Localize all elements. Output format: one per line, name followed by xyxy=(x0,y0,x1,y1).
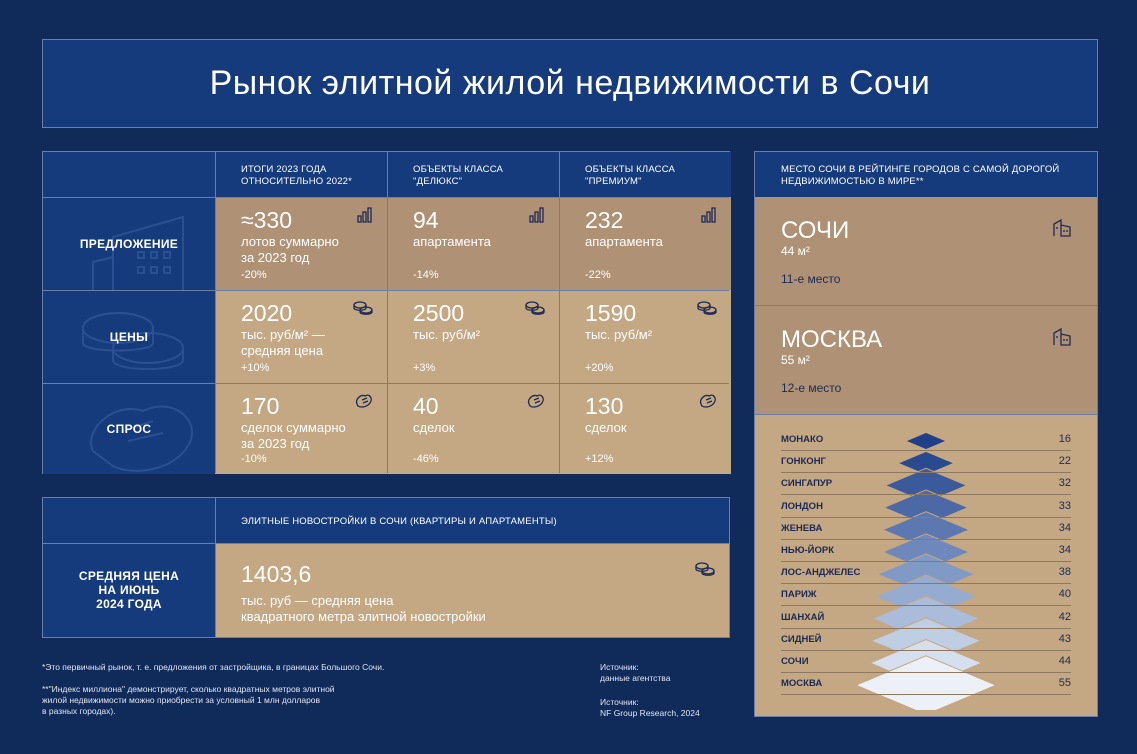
data-cell xyxy=(559,290,731,383)
divider xyxy=(43,290,729,291)
footnote-2: **"Индекс миллиона" демонстрирует, сколько квадратных метров элитной жилой недвижимости можно приобрести за условный 1 млн долларов в разных городах). xyxy=(42,684,335,716)
data-cell xyxy=(215,290,387,383)
data-cell xyxy=(387,290,559,383)
cell-value: 40 xyxy=(413,393,439,419)
featured-city-sochi xyxy=(755,197,1097,306)
ranking-row xyxy=(781,610,1071,629)
source-2-label: Источник: xyxy=(600,697,639,707)
divider xyxy=(559,152,560,473)
source-1: данные агентства xyxy=(600,673,671,683)
new-builds-cell xyxy=(215,543,729,637)
new-builds-desc: тыс. руб — средняя цена квадратного метра элитной новостройки xyxy=(241,593,486,624)
handshake-icon xyxy=(355,393,373,409)
cell-change: -14% xyxy=(413,269,439,281)
bar-chart-icon xyxy=(701,207,717,223)
source-1-label: Источник: xyxy=(600,662,639,672)
ranking-row xyxy=(781,521,1071,540)
cell-desc: сделок xyxy=(585,420,627,435)
cell-change: -10% xyxy=(241,453,267,465)
cell-change: +12% xyxy=(585,453,614,465)
handshake-icon xyxy=(699,393,717,409)
ranking-city-label: НЬЮ-ЙОРК xyxy=(781,545,835,556)
ranking-city-label: ШАНХАЙ xyxy=(781,611,825,623)
data-cell xyxy=(215,383,387,474)
featured-city-name: МОСКВА xyxy=(781,326,883,353)
ranking-value-label: 22 xyxy=(1058,455,1071,468)
cell-change: +20% xyxy=(585,362,614,374)
cell-change: -20% xyxy=(241,269,267,281)
ranking-row xyxy=(781,543,1071,562)
cell-value: ≈330 xyxy=(241,207,292,233)
new-builds-label: СРЕДНЯЯ ЦЕНА НА ИЮНЬ 2024 ГОДА xyxy=(43,543,215,637)
building-icon xyxy=(1053,219,1071,237)
featured-city-name: СОЧИ xyxy=(781,217,850,244)
column-header-label: ОБЪЕКТЫ КЛАССА "ПРЕМИУМ" xyxy=(585,164,676,187)
cell-change: -46% xyxy=(413,453,439,465)
new-builds-header-text: ЭЛИТНЫЕ НОВОСТРОЙКИ В СОЧИ (КВАРТИРЫ И АПАРТАМЕНТЫ) xyxy=(241,516,557,527)
ranking-row xyxy=(781,587,1071,606)
featured-city-moscow xyxy=(755,306,1097,415)
row-label-supply xyxy=(43,197,215,290)
new-builds-value: 1403,6 xyxy=(241,561,312,587)
divider xyxy=(43,543,729,544)
row-label-text: СПРОС xyxy=(106,421,152,436)
ranking-row xyxy=(781,632,1071,651)
ranking-row xyxy=(781,565,1071,584)
cell-value: 170 xyxy=(241,393,280,419)
cell-value: 232 xyxy=(585,207,624,233)
new-builds-header xyxy=(43,498,729,543)
ranking-row xyxy=(781,476,1071,495)
cell-change: +10% xyxy=(241,362,270,374)
ranking-row xyxy=(781,676,1071,695)
column-header-label: ОБЪЕКТЫ КЛАССА "ДЕЛЮКС" xyxy=(413,164,504,187)
coins-icon xyxy=(697,300,717,316)
ranking-header-text: МЕСТО СОЧИ В РЕЙТИНГЕ ГОРОДОВ С САМОЙ ДОРОГОЙ НЕДВИЖИМОСТЬЮ В МИРЕ** xyxy=(781,164,1060,187)
ranking-city-label: ЛОНДОН xyxy=(781,500,823,512)
cell-desc: тыс. руб/м² xyxy=(585,327,653,342)
cell-change: -22% xyxy=(585,269,611,281)
divider xyxy=(43,383,729,384)
featured-city-place: 11-е место xyxy=(781,272,841,286)
ranking-value-label: 44 xyxy=(1058,655,1071,667)
row-label-prices xyxy=(43,290,215,383)
row-label-text: ПРЕДЛОЖЕНИЕ xyxy=(79,236,179,251)
featured-city-place: 12-е место xyxy=(781,381,842,395)
cell-desc: сделок xyxy=(413,420,455,435)
cell-value: 1590 xyxy=(585,300,637,326)
ranking-city-label: МОСКВА xyxy=(781,678,823,690)
cell-value: 130 xyxy=(585,393,624,419)
cell-value: 2500 xyxy=(413,300,465,326)
ranking-panel xyxy=(754,151,1098,717)
row-label-demand xyxy=(43,383,215,474)
ranking-city-label: МОНАКО xyxy=(781,434,824,445)
new-builds-table xyxy=(42,497,730,638)
source-2: NF Group Research, 2024 xyxy=(600,708,700,718)
footnote-1: *Это первичный рынок, т. е. предложения от застройщика, в границах Большого Сочи. xyxy=(42,662,385,672)
featured-city-area: 55 м² xyxy=(781,353,810,367)
column-header-label: ИТОГИ 2023 ГОДА ОТНОСИТЕЛЬНО 2022* xyxy=(241,164,353,187)
title-banner xyxy=(42,39,1098,128)
bar-chart-icon xyxy=(357,207,373,223)
ranking-value-label: 40 xyxy=(1058,588,1071,601)
cell-change: +3% xyxy=(413,362,436,374)
cell-desc: апартамента xyxy=(585,234,663,249)
ranking-row xyxy=(781,454,1071,473)
cell-value: 2020 xyxy=(241,300,293,326)
ranking-value-label: 34 xyxy=(1058,544,1071,556)
coins-icon xyxy=(353,300,373,316)
ranking-city-label: СОЧИ xyxy=(781,656,809,667)
cell-value: 94 xyxy=(413,207,439,233)
ranking-city-label: ГОНКОНГ xyxy=(781,456,826,468)
ranking-city-label: ЛОС-АНДЖЕЛЕС xyxy=(781,567,861,579)
ranking-value-label: 55 xyxy=(1058,677,1071,690)
ranking-value-label: 33 xyxy=(1058,499,1071,512)
divider xyxy=(43,197,729,198)
main-table xyxy=(42,151,730,474)
bar-chart-icon xyxy=(529,207,545,223)
header-empty xyxy=(43,152,215,197)
ranking-value-label: 43 xyxy=(1058,632,1071,645)
ranking-city-label: СИНГАПУР xyxy=(781,478,833,490)
ranking-row xyxy=(781,499,1071,518)
coins-icon xyxy=(525,300,545,316)
ranking-value-label: 16 xyxy=(1058,433,1071,445)
ranking-value-label: 38 xyxy=(1058,566,1071,579)
cell-desc: сделок суммарно за 2023 год xyxy=(241,420,346,451)
cell-desc: лотов суммарно за 2023 год xyxy=(241,234,339,265)
cell-desc: тыс. руб/м² — средняя цена xyxy=(241,327,325,358)
data-cell xyxy=(387,383,559,474)
data-cell xyxy=(559,197,731,290)
cell-desc: тыс. руб/м² xyxy=(413,327,481,342)
building-icon xyxy=(1053,328,1071,346)
data-cell xyxy=(215,197,387,290)
ranking-row xyxy=(781,654,1071,673)
ranking-value-label: 34 xyxy=(1058,521,1071,534)
data-cell xyxy=(387,197,559,290)
page-title: Рынок элитной жилой недвижимости в Сочи xyxy=(209,64,931,102)
handshake-icon xyxy=(527,393,545,409)
ranking-chart xyxy=(755,430,1097,710)
ranking-row xyxy=(781,432,1071,451)
ranking-header xyxy=(755,152,1097,198)
ranking-city-label: СИДНЕЙ xyxy=(781,633,822,645)
column-header xyxy=(387,152,559,197)
featured-city-area: 44 м² xyxy=(781,244,810,258)
ranking-city-label: ЖЕНЕВА xyxy=(781,522,823,534)
data-cell xyxy=(559,383,731,474)
row-label-text: ЦЕНЫ xyxy=(109,329,149,344)
ranking-value-label: 42 xyxy=(1058,610,1071,623)
divider xyxy=(215,152,216,473)
coins-icon xyxy=(695,561,715,577)
column-header xyxy=(215,152,387,197)
column-header xyxy=(559,152,731,197)
cell-desc: апартамента xyxy=(413,234,491,249)
ranking-city-label: ПАРИЖ xyxy=(781,589,817,601)
ranking-value-label: 32 xyxy=(1058,477,1071,490)
divider xyxy=(387,152,388,473)
divider xyxy=(215,498,216,637)
